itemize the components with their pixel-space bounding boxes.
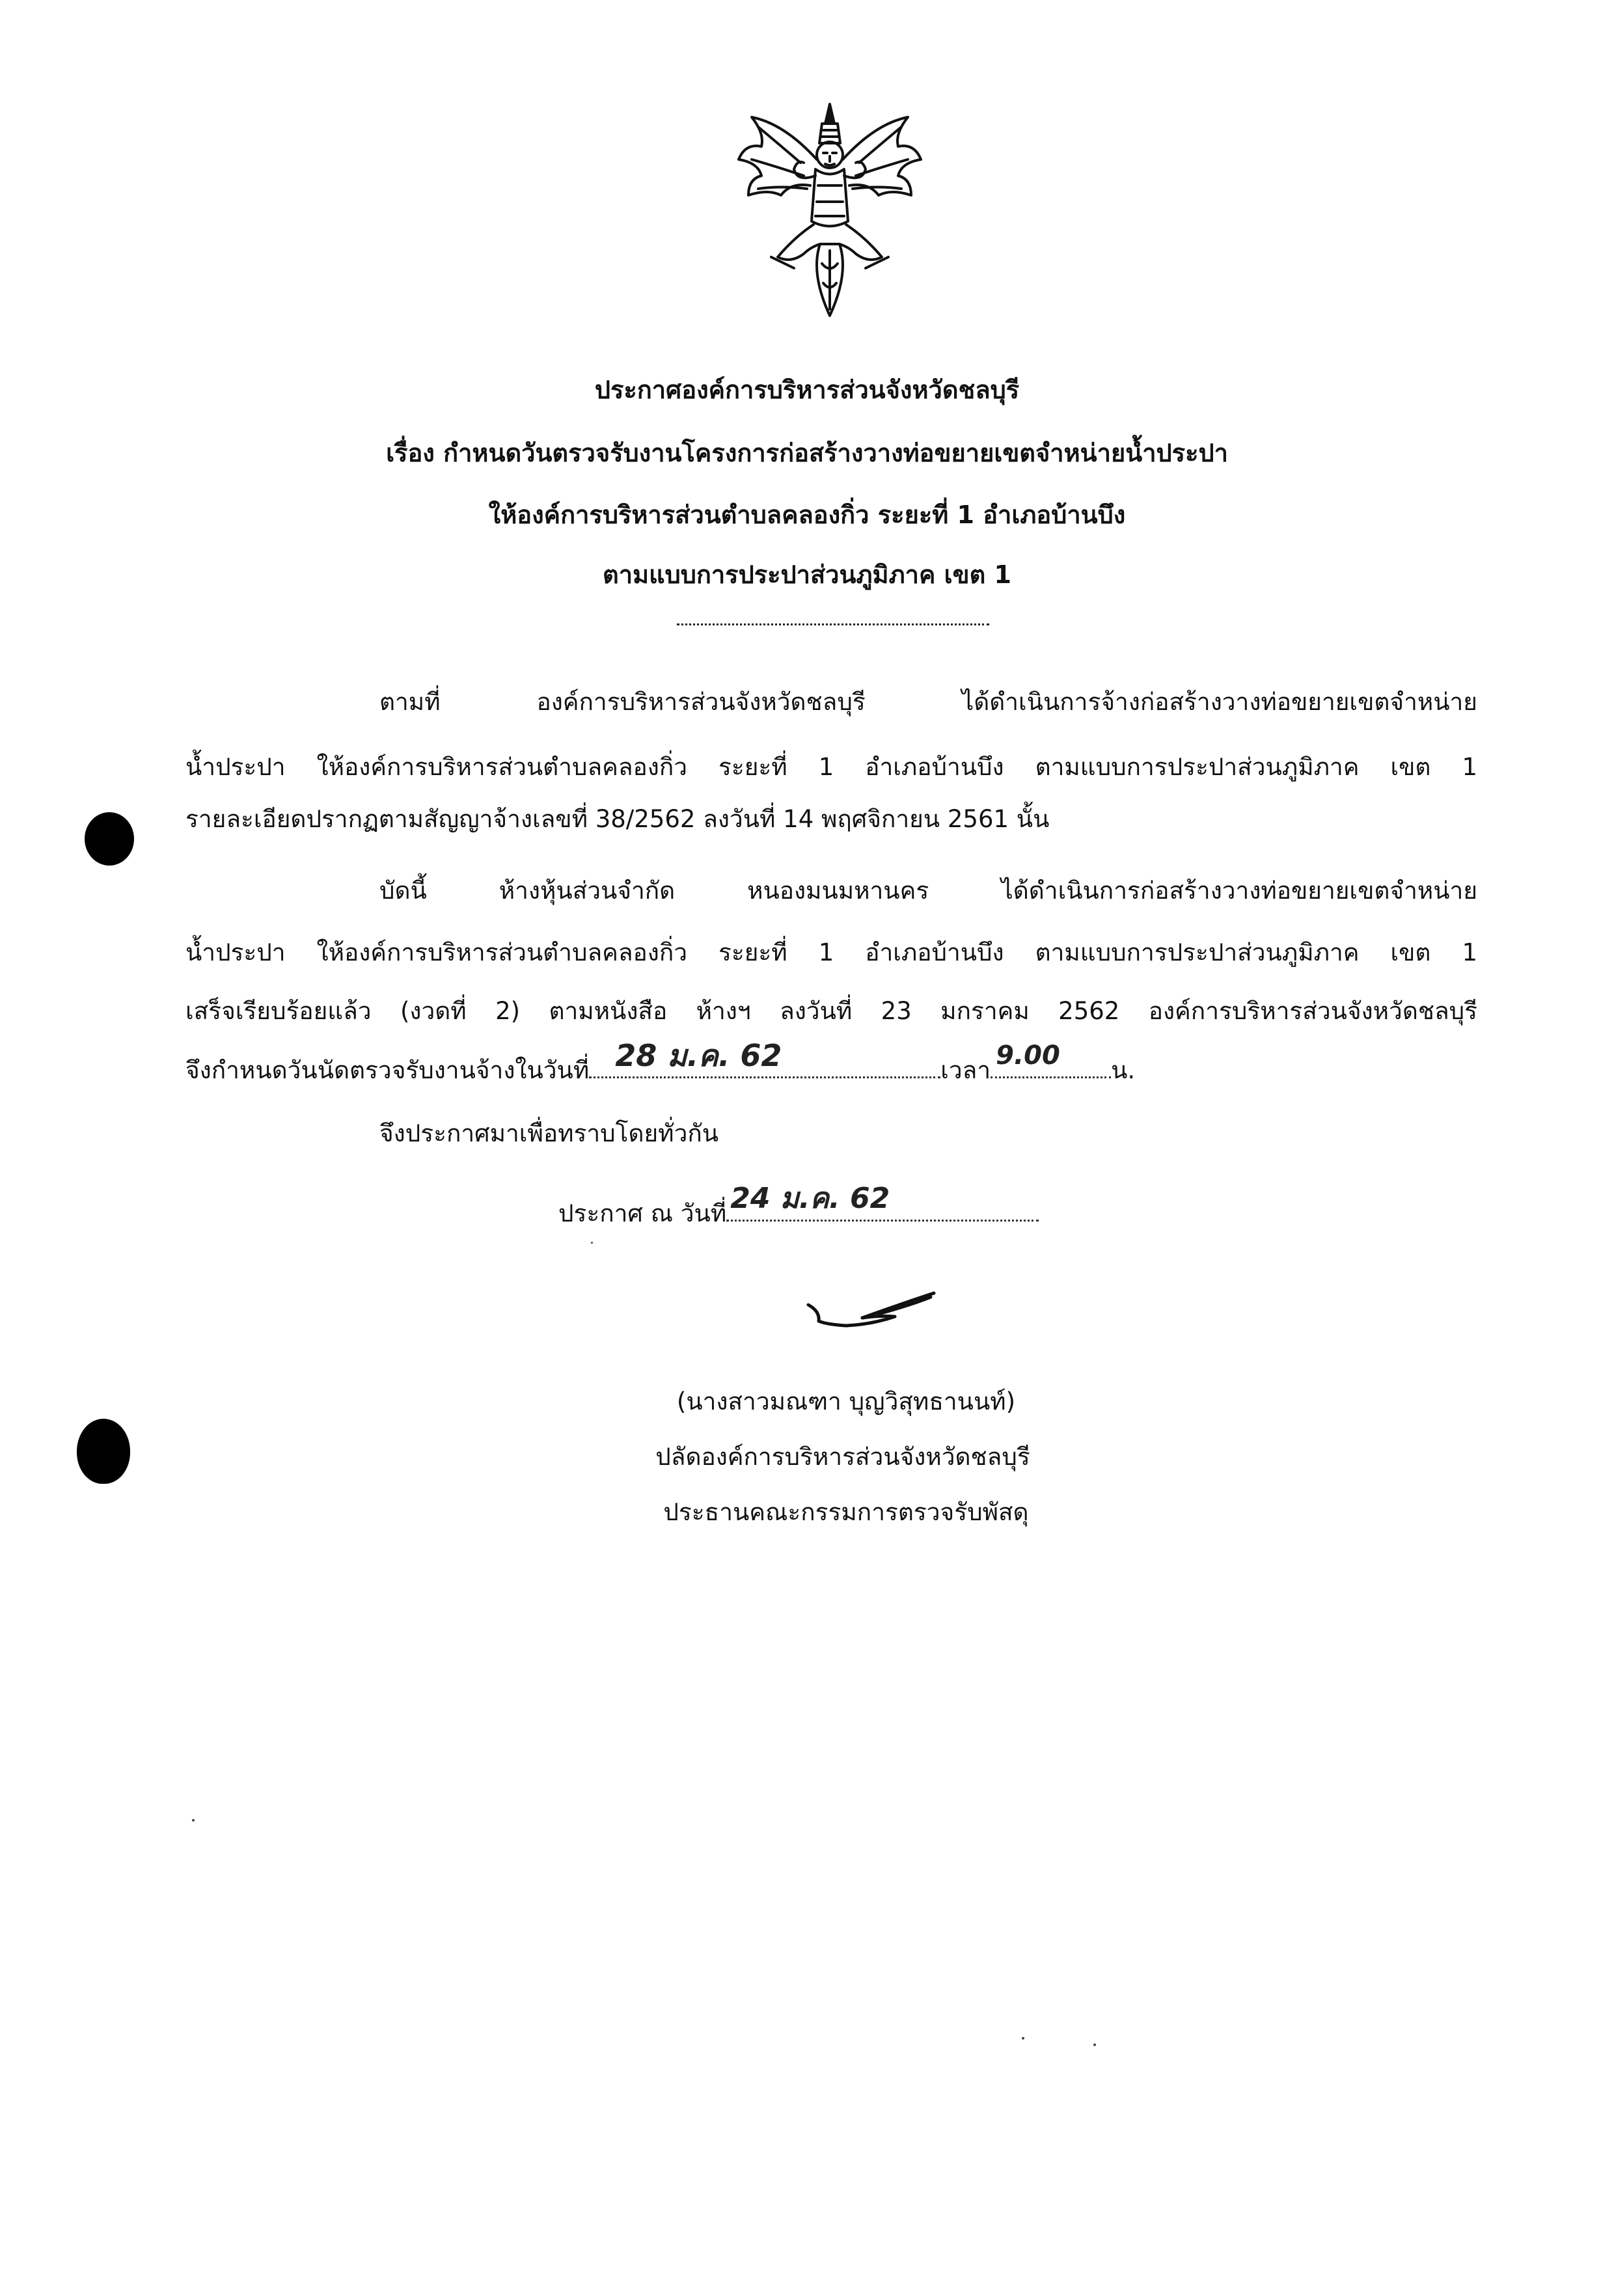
paragraph-2-line-3: เสร็จเรียบร้อยแล้ว (งวดที่ 2) ตามหนังสือ ห้างฯ ลงวันที่ 23 มกราคม 2562 องค์การบริหารส่วนจังหวัดชลบุรี xyxy=(185,997,1477,1025)
inspection-date-field xyxy=(589,1038,940,1078)
title-divider xyxy=(677,623,989,625)
signatory-name: (นางสาวมณฑา บุญวิสุทธานนท์) xyxy=(676,1387,1016,1415)
announcement-date-field xyxy=(726,1182,1039,1222)
paragraph-1-line-1: ตามที่ องค์การบริหารส่วนจังหวัดชลบุรี ได้ดำเนินการจ้างก่อสร้างวางท่อขยายเขตจำหน่าย xyxy=(379,688,1477,716)
signatory-position: ปลัดองค์การบริหารส่วนจังหวัดชลบุรี xyxy=(655,1443,1030,1471)
inspection-time-field xyxy=(991,1041,1111,1078)
inspection-date-handwritten: 28 ม.ค. 62 xyxy=(615,1038,782,1073)
punch-hole xyxy=(77,1419,130,1484)
announcement-date-line xyxy=(558,1182,1039,1229)
scan-speck xyxy=(591,1242,593,1244)
announcement-date-handwritten: 24 ม.ค. 62 xyxy=(730,1182,890,1215)
paragraph-1-line-3: รายละเอียดปรากฏตามสัญญาจ้างเลขที่ 38/2562 ลงวันที่ 14 พฤศจิกายน 2561 นั้น xyxy=(185,805,1050,833)
subject-line-3: ตามแบบการประปาส่วนภูมิภาค เขต 1 xyxy=(603,560,1011,589)
scan-speck xyxy=(1022,2037,1024,2040)
paragraph-1-line-2: น้ำประปา ให้องค์การบริหารส่วนตำบลคลองกิ่ว ระยะที่ 1 อำเภอบ้านบึง ตามแบบการประปาส่วนภูมิภาค เขต 1 xyxy=(185,753,1477,781)
garuda-emblem-icon xyxy=(732,98,927,322)
signatory-committee-role: ประธานคณะกรรมการตรวจรับพัสดุ xyxy=(663,1498,1029,1526)
inspection-time-handwritten: 9.00 xyxy=(996,1041,1060,1071)
paragraph-2-line-2: น้ำประปา ให้องค์การบริหารส่วนตำบลคลองกิ่ว ระยะที่ 1 อำเภอบ้านบึง ตามแบบการประปาส่วนภูมิภาค เขต 1 xyxy=(185,938,1477,966)
document-title: ประกาศองค์การบริหารส่วนจังหวัดชลบุรี xyxy=(594,376,1020,404)
inspection-prefix: จึงกำหนดวันนัดตรวจรับงานจ้างในวันที่ xyxy=(185,1056,590,1084)
scan-speck xyxy=(1093,2043,1096,2046)
subject-line: เรื่อง กำหนดวันตรวจรับงานโครงการก่อสร้างวางท่อขยายเขตจำหน่ายน้ำประปา xyxy=(386,439,1228,467)
closing-statement: จึงประกาศมาเพื่อทราบโดยทั่วกัน xyxy=(379,1119,719,1147)
inspection-date-line xyxy=(185,1038,1136,1086)
announcement-prefix: ประกาศ ณ วันที่ xyxy=(558,1199,727,1227)
time-label: เวลา xyxy=(940,1056,991,1084)
time-suffix: น. xyxy=(1111,1056,1136,1084)
punch-hole xyxy=(85,812,134,866)
subject-line-2: ให้องค์การบริหารส่วนตำบลคลองกิ่ว ระยะที่ 1 อำเภอบ้านบึง xyxy=(488,500,1126,529)
signature-icon xyxy=(800,1285,944,1344)
scan-speck xyxy=(192,1819,195,1822)
paragraph-2-line-1: บัดนี้ ห้างหุ้นส่วนจำกัด หนองมนมหานคร ได้ดำเนินการก่อสร้างวางท่อขยายเขตจำหน่าย xyxy=(379,877,1477,905)
